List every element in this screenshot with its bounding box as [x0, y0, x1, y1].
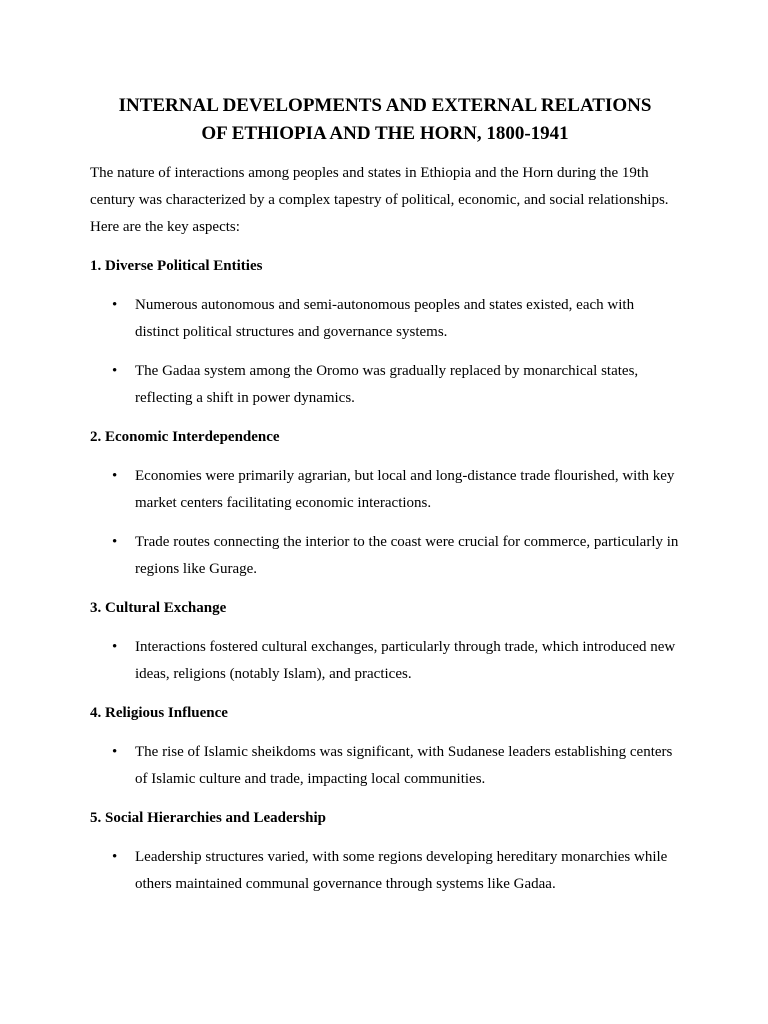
list-item — [90, 463, 680, 517]
list-item — [90, 634, 680, 688]
list-item-text: Numerous autonomous and semi-autonomous peoples and states existed, each with distinct political structures and governance systems. — [135, 297, 635, 340]
bullet-icon: • — [112, 849, 118, 865]
list-item-text: The rise of Islamic sheikdoms was significant, with Sudanese leaders establishing centers of Islamic culture and trade, impacting local communities. — [135, 744, 673, 787]
bullet-list — [90, 292, 680, 412]
list-item — [90, 844, 680, 898]
section-heading: 4. Religious Influence — [90, 705, 228, 721]
bullet-icon: • — [112, 534, 118, 550]
list-item-text: Interactions fostered cultural exchanges, particularly through trade, which introduced new ideas, religions (notably Islam), and practices. — [135, 639, 676, 682]
title-line-1: INTERNAL DEVELOPMENTS AND EXTERNAL RELATIONS — [118, 95, 652, 116]
section-heading: 5. Social Hierarchies and Leadership — [90, 810, 326, 826]
bullet-list — [90, 634, 680, 688]
section-diverse-political-entities — [90, 253, 680, 412]
bullet-icon: • — [112, 744, 118, 760]
document-title — [90, 92, 680, 148]
bullet-icon: • — [112, 363, 118, 379]
section-cultural-exchange — [90, 595, 680, 688]
list-item — [90, 292, 680, 346]
section-heading: 3. Cultural Exchange — [90, 600, 227, 616]
list-item — [90, 529, 680, 583]
bullet-icon: • — [112, 639, 118, 655]
section-social-hierarchies — [90, 805, 680, 898]
document-body — [90, 92, 680, 898]
intro-paragraph: The nature of interactions among peoples and states in Ethiopia and the Horn during the 19th century was characterized by a complex tapestry of political, economic, and social relationships. Here are the key aspects: — [90, 165, 669, 235]
list-item-text: Economies were primarily agrarian, but local and long-distance trade flourished, with key market centers facilitating economic interactions. — [135, 468, 675, 511]
section-heading: 1. Diverse Political Entities — [90, 258, 263, 274]
section-heading: 2. Economic Interdependence — [90, 429, 280, 445]
bullet-list — [90, 463, 680, 583]
section-religious-influence — [90, 700, 680, 793]
list-item-text: Trade routes connecting the interior to the coast were crucial for commerce, particularly in regions like Gurage. — [135, 534, 679, 577]
bullet-list — [90, 844, 680, 898]
bullet-list — [90, 739, 680, 793]
section-economic-interdependence — [90, 424, 680, 583]
bullet-icon: • — [112, 468, 118, 484]
list-item — [90, 358, 680, 412]
list-item — [90, 739, 680, 793]
list-item-text: Leadership structures varied, with some regions developing hereditary monarchies while others maintained communal governance through systems like Gadaa. — [135, 849, 668, 892]
bullet-icon: • — [112, 297, 118, 313]
title-line-2: OF ETHIOPIA AND THE HORN, 1800-1941 — [201, 123, 569, 144]
list-item-text: The Gadaa system among the Oromo was gradually replaced by monarchical states, reflecting a shift in power dynamics. — [135, 363, 639, 406]
